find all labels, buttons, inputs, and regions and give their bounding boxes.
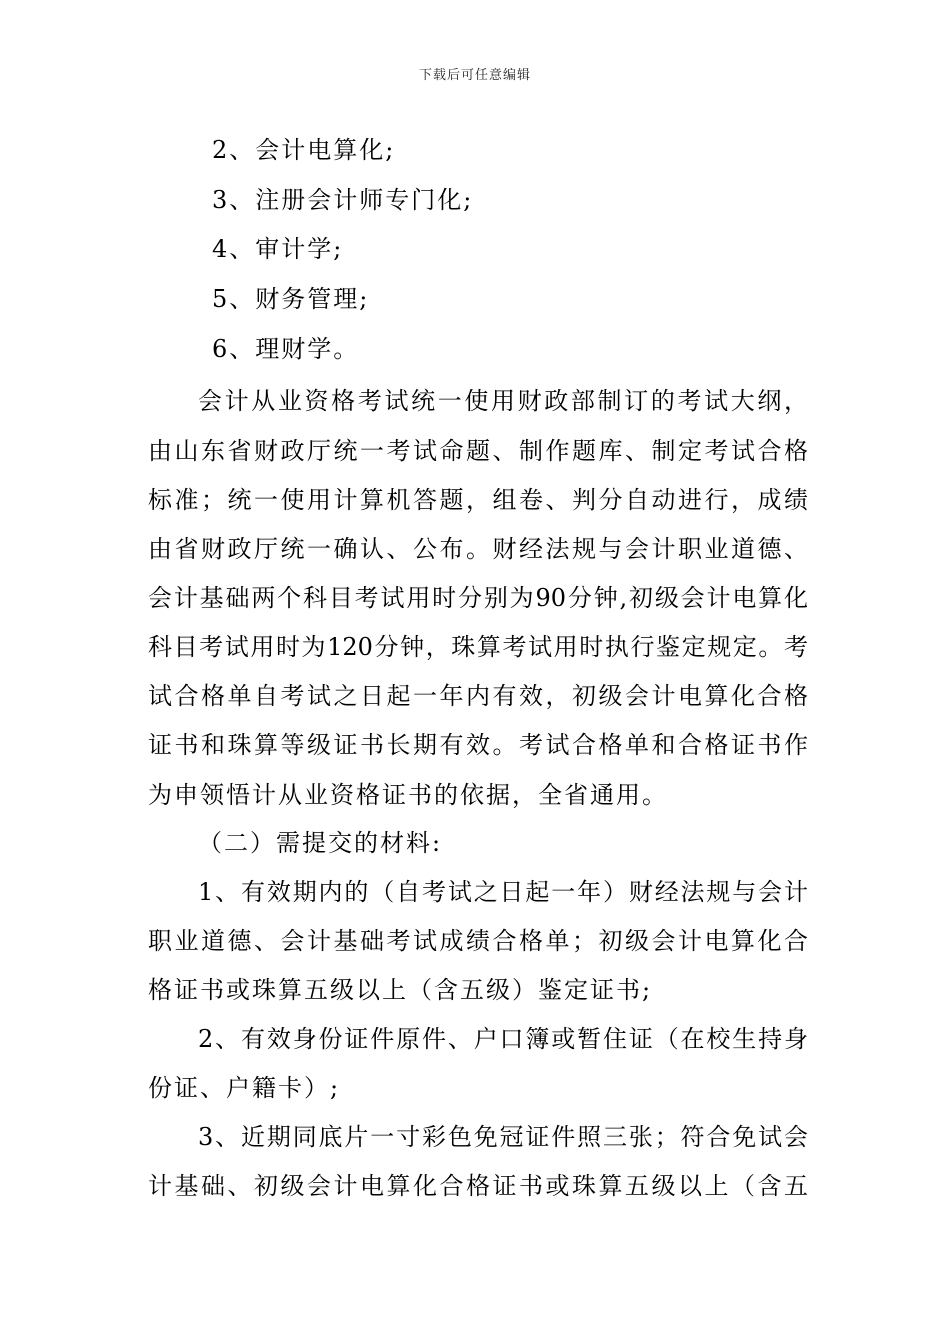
item-line: 计基础、初级会计电算化合格证书或珠算五级以上（含五 — [148, 1172, 808, 1200]
paragraph-line: 会计从业资格考试统一使用财政部制订的考试大纲， — [198, 387, 808, 415]
paragraph-line: 标准；统一使用计算机答题，组卷、判分自动进行，成绩 — [148, 486, 808, 514]
list-item: 3、注册会计师专门化; — [212, 186, 474, 214]
item-line: 职业道德、会计基础考试成绩合格单；初级会计电算化合 — [148, 927, 808, 955]
item-line: 份证、户籍卡）; — [148, 1074, 341, 1102]
paragraph-line: 会计基础两个科目考试用时分别为90分钟,初级会计电算化 — [148, 584, 808, 612]
paragraph-line: 由省财政厅统一确认、公布。财经法规与会计职业道德、 — [148, 535, 808, 563]
list-item: 6、理财学。 — [212, 335, 360, 363]
item-line: 1、有效期内的（自考试之日起一年）财经法规与会计 — [198, 878, 808, 906]
paragraph-line: 为申领悟计从业资格证书的依据，全省通用。 — [148, 781, 668, 809]
paragraph-line: 证书和珠算等级证书长期有效。考试合格单和合格证书作 — [148, 731, 808, 759]
paragraph-line: 科目考试用时为120分钟，珠算考试用时执行鉴定规定。考 — [148, 633, 808, 661]
item-line: 格证书或珠算五级以上（含五级）鉴定证书; — [148, 976, 653, 1004]
list-item: 5、财务管理; — [212, 285, 370, 313]
list-item: 2、会计电算化; — [212, 136, 396, 164]
header-note: 下载后可任意编辑 — [418, 68, 531, 83]
paragraph-line: 试合格单自考试之日起一年内有效，初级会计电算化合格 — [148, 682, 808, 710]
item-line: 3、近期同底片一寸彩色免冠证件照三张；符合免试会 — [198, 1123, 808, 1151]
paragraph-line: 由山东省财政厅统一考试命题、制作题库、制定考试合格 — [148, 437, 808, 465]
item-line: 2、有效身份证件原件、户口簿或暂住证（在校生持身 — [198, 1025, 808, 1053]
list-item: 4、审计学; — [212, 235, 344, 263]
section-heading: （二）需提交的材料: — [198, 829, 443, 857]
